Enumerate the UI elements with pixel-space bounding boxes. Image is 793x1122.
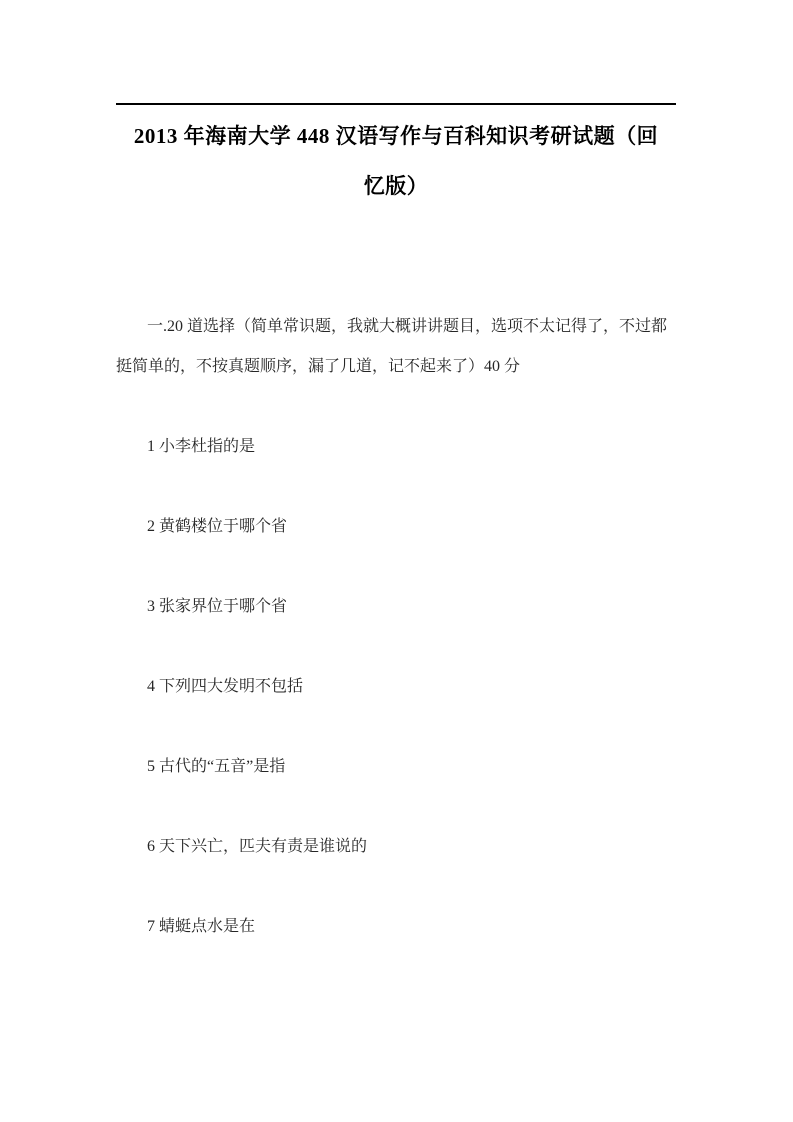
section-intro-paragraph [116, 307, 676, 387]
document-title-line-1: 2013 年海南大学 448 汉语写作与百科知识考研试题（回 [133, 124, 659, 148]
section-intro-line-2: 挺简单的，不按真题顺序，漏了几道，记不起来了）40 分 [116, 358, 521, 375]
question-item-2: 2 黄鹤楼位于哪个省 [147, 518, 288, 535]
question-item-4: 4 下列四大发明不包括 [147, 678, 304, 695]
document-title [116, 111, 676, 211]
header-rule-line [116, 103, 676, 105]
question-item-1: 1 小李杜指的是 [147, 438, 256, 455]
section-intro-line-1: 一.20 道选择（简单常识题，我就大概讲讲题目，选项不太记得了，不过都 [147, 318, 668, 335]
question-item-5: 5 古代的“五音”是指 [147, 758, 286, 775]
document-content [116, 0, 676, 947]
question-item-7: 7 蜻蜓点水是在 [147, 918, 256, 935]
question-item-3: 3 张家界位于哪个省 [147, 598, 288, 615]
question-item-6: 6 天下兴亡，匹夫有责是谁说的 [147, 838, 368, 855]
document-title-line-2: 忆版） [363, 174, 429, 198]
